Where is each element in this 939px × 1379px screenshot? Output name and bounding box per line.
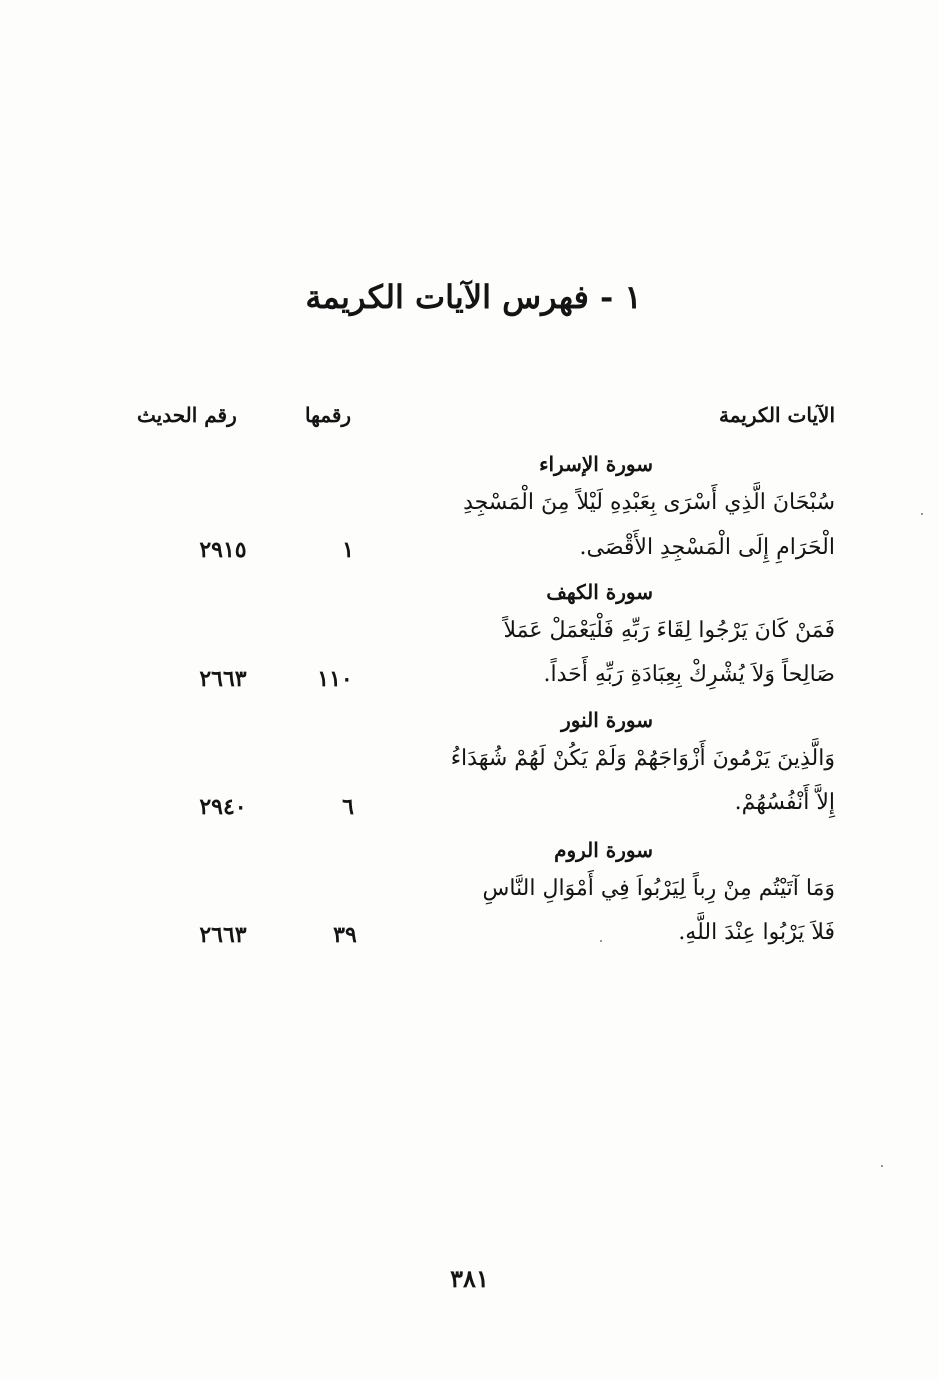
surah-heading: سورة الإسراء [539, 452, 653, 476]
hadith-number: ٢٩٤٠ [199, 794, 247, 820]
scan-speck [921, 513, 923, 515]
header-verses: الآيات الكريمة [719, 403, 835, 427]
verse-number: ٣٩ [333, 922, 357, 948]
hadith-number: ٢٩١٥ [199, 537, 247, 563]
verse-line: إِلاَّ أَنْفُسُهُمْ. [734, 790, 835, 815]
page-number: ٣٨١ [450, 1264, 489, 1293]
hadith-number: ٢٦٦٣ [199, 666, 247, 692]
verse-line: فَلاَ يَرْبُوا عِنْدَ اللَّهِ. [678, 920, 835, 945]
verse-line: فَمَنْ كَانَ يَرْجُوا لِقَاءَ رَبِّهِ فَلْيَعْمَلْ عَمَلاً [503, 618, 835, 643]
verse-number: ١ [342, 537, 354, 563]
verse-line: سُبْحَانَ الَّذِي أَسْرَى بِعَبْدِهِ لَيْلاً مِنَ الْمَسْجِدِ [463, 490, 835, 515]
surah-heading: سورة النور [561, 708, 653, 732]
page-title: ١ - فهرس الآيات الكريمة [305, 278, 642, 316]
header-verse-number: رقمها [305, 403, 352, 427]
verse-number: ٦ [342, 794, 354, 820]
header-hadith-number: رقم الحديث [137, 403, 237, 427]
hadith-number: ٢٦٦٣ [199, 922, 247, 948]
surah-heading: سورة الكهف [546, 580, 653, 604]
surah-heading: سورة الروم [554, 838, 653, 862]
verse-line: صَالِحاً وَلاَ يُشْرِكْ بِعِبَادَةِ رَبِّهِ أَحَداً. [543, 662, 835, 687]
verse-line: الْحَرَامِ إِلَى الْمَسْجِدِ الأَقْصَى. [579, 535, 835, 560]
verse-line: وَمَا آتَيْتُم مِنْ رِباً لِيَرْبُواَ فِي أَمْوَالِ النَّاسِ [482, 876, 835, 901]
scan-speck [600, 940, 602, 942]
verse-number: ١١٠ [317, 666, 353, 692]
scan-speck [881, 1165, 883, 1167]
verse-line: وَالَّذِينَ يَرْمُونَ أَزْوَاجَهُمْ وَلَمْ يَكُنْ لَهُمْ شُهَدَاءُ [450, 746, 835, 771]
